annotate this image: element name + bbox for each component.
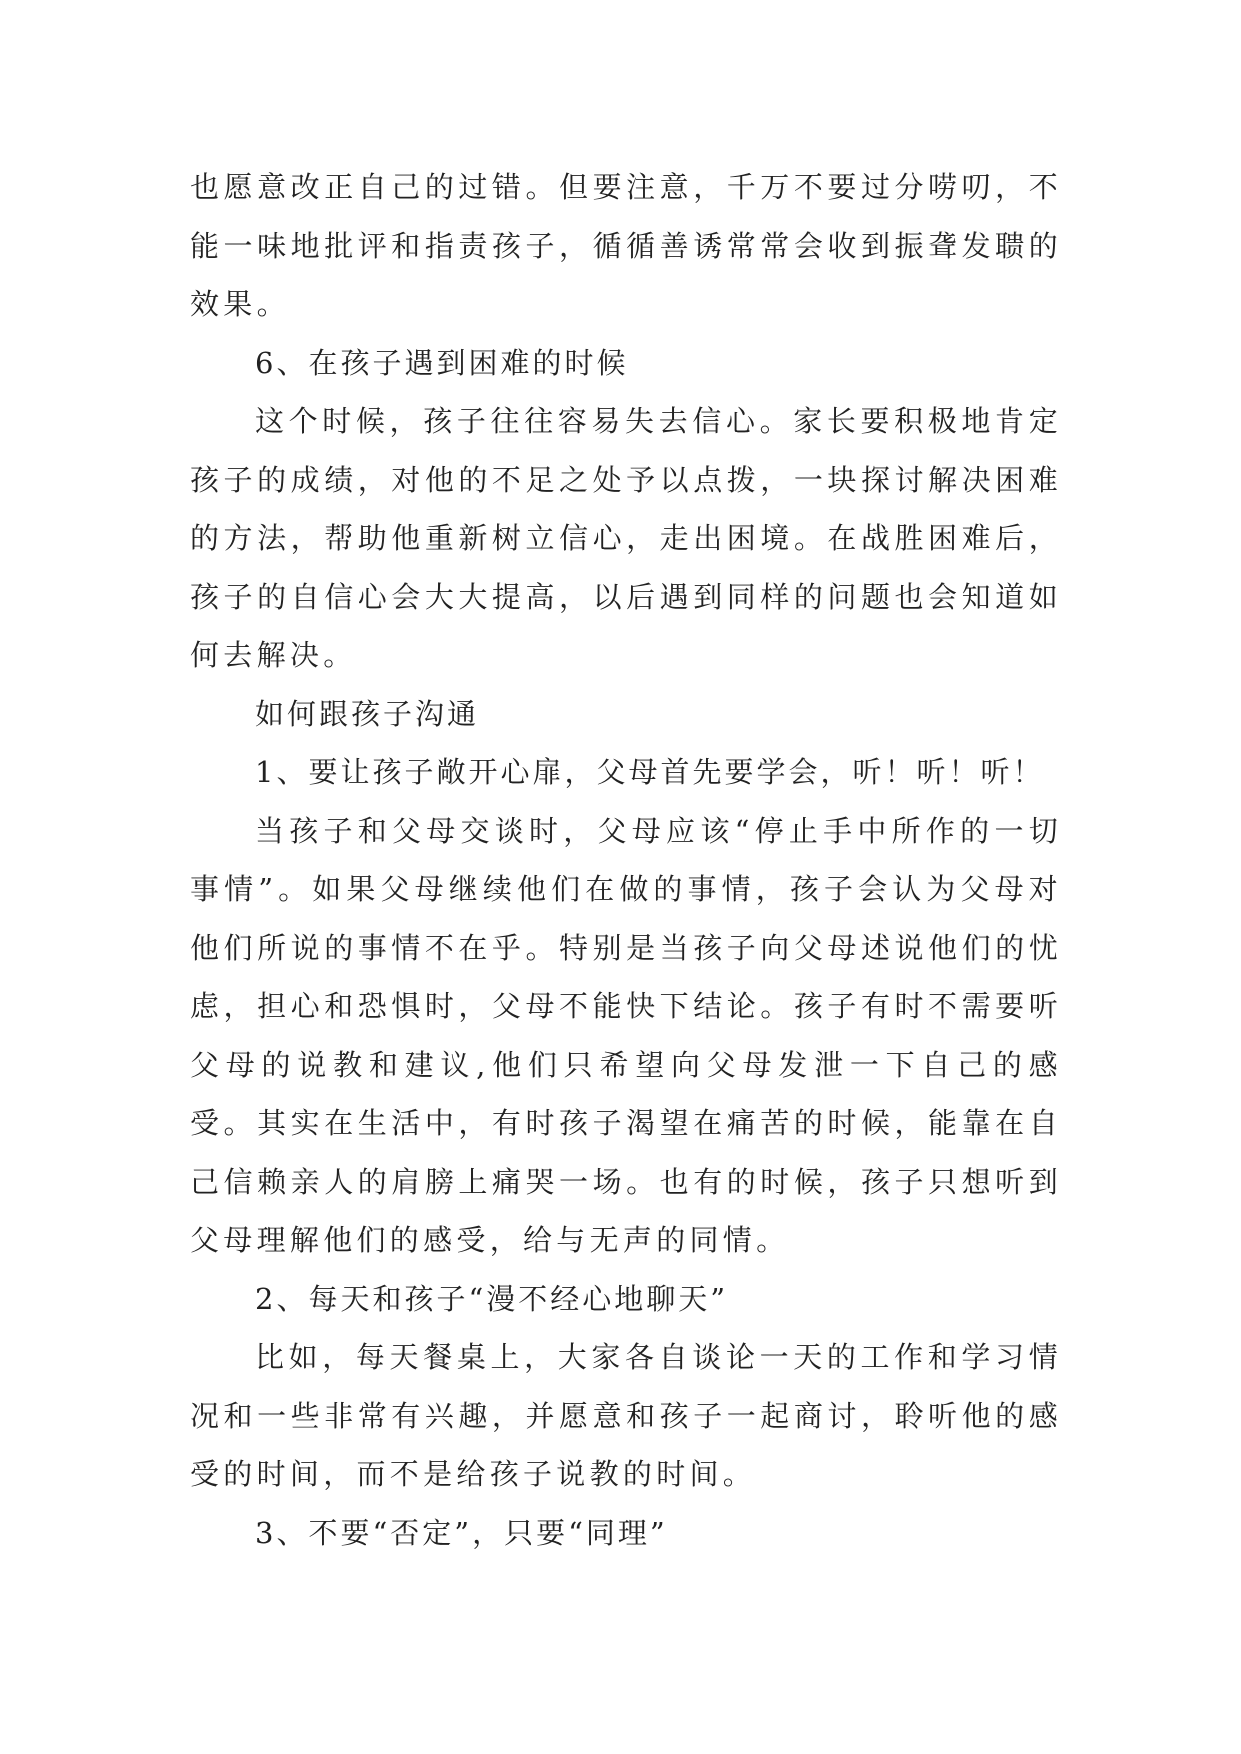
section-heading-2: 2、每天和孩子“漫不经心地聊天” <box>255 1281 729 1316</box>
section-heading-communication: 如何跟孩子沟通 <box>255 696 480 731</box>
section-heading-3: 3、不要“否定”，只要“同理” <box>255 1515 668 1550</box>
paragraph-chatting: 比如，每天餐桌上，大家各自谈论一天的工作和学习情况和一些非常有兴趣，并愿意和孩子一起商讨，聆听他的感受的时间，而不是给孩子说教的时间。 <box>190 1340 1062 1491</box>
section-heading-1: 1、要让孩子敞开心扉，父母首先要学会，听！听！听！ <box>255 755 1045 789</box>
paragraph-continuation: 也愿意改正自己的过错。但要注意，千万不要过分唠叨，不能一味地批评和指责孩子，循循善诱常常会收到振聋发聩的效果。 <box>190 170 1062 321</box>
paragraph-listening: 当孩子和父母交谈时，父母应该“停止手中所作的一切事情”。如果父母继续他们在做的事情，孩子会认为父母对他们所说的事情不在乎。特别是当孩子向父母述说他们的忧虑，担心和恐惧时，父母不能快下结论。孩子有时不需要听父母的说教和建议,他们只希望向父母发泄一下自己的感受。其实在生活中，有时孩子渴望在痛苦的时候，能靠在自己信赖亲人的肩膀上痛哭一场。也有的时候，孩子只想听到父母理解他们的感受，给与无声的同情。 <box>190 813 1062 1257</box>
document-body <box>190 158 1062 1562</box>
section-heading-6: 6、在孩子遇到困难的时候 <box>255 345 629 380</box>
paragraph-difficulty: 这个时候，孩子往往容易失去信心。家长要积极地肯定孩子的成绩，对他的不足之处予以点拨，一块探讨解决困难的方法，帮助他重新树立信心，走出困境。在战胜困难后，孩子的自信心会大大提高，以后遇到同样的问题也会知道如何去解决。 <box>190 404 1062 672</box>
